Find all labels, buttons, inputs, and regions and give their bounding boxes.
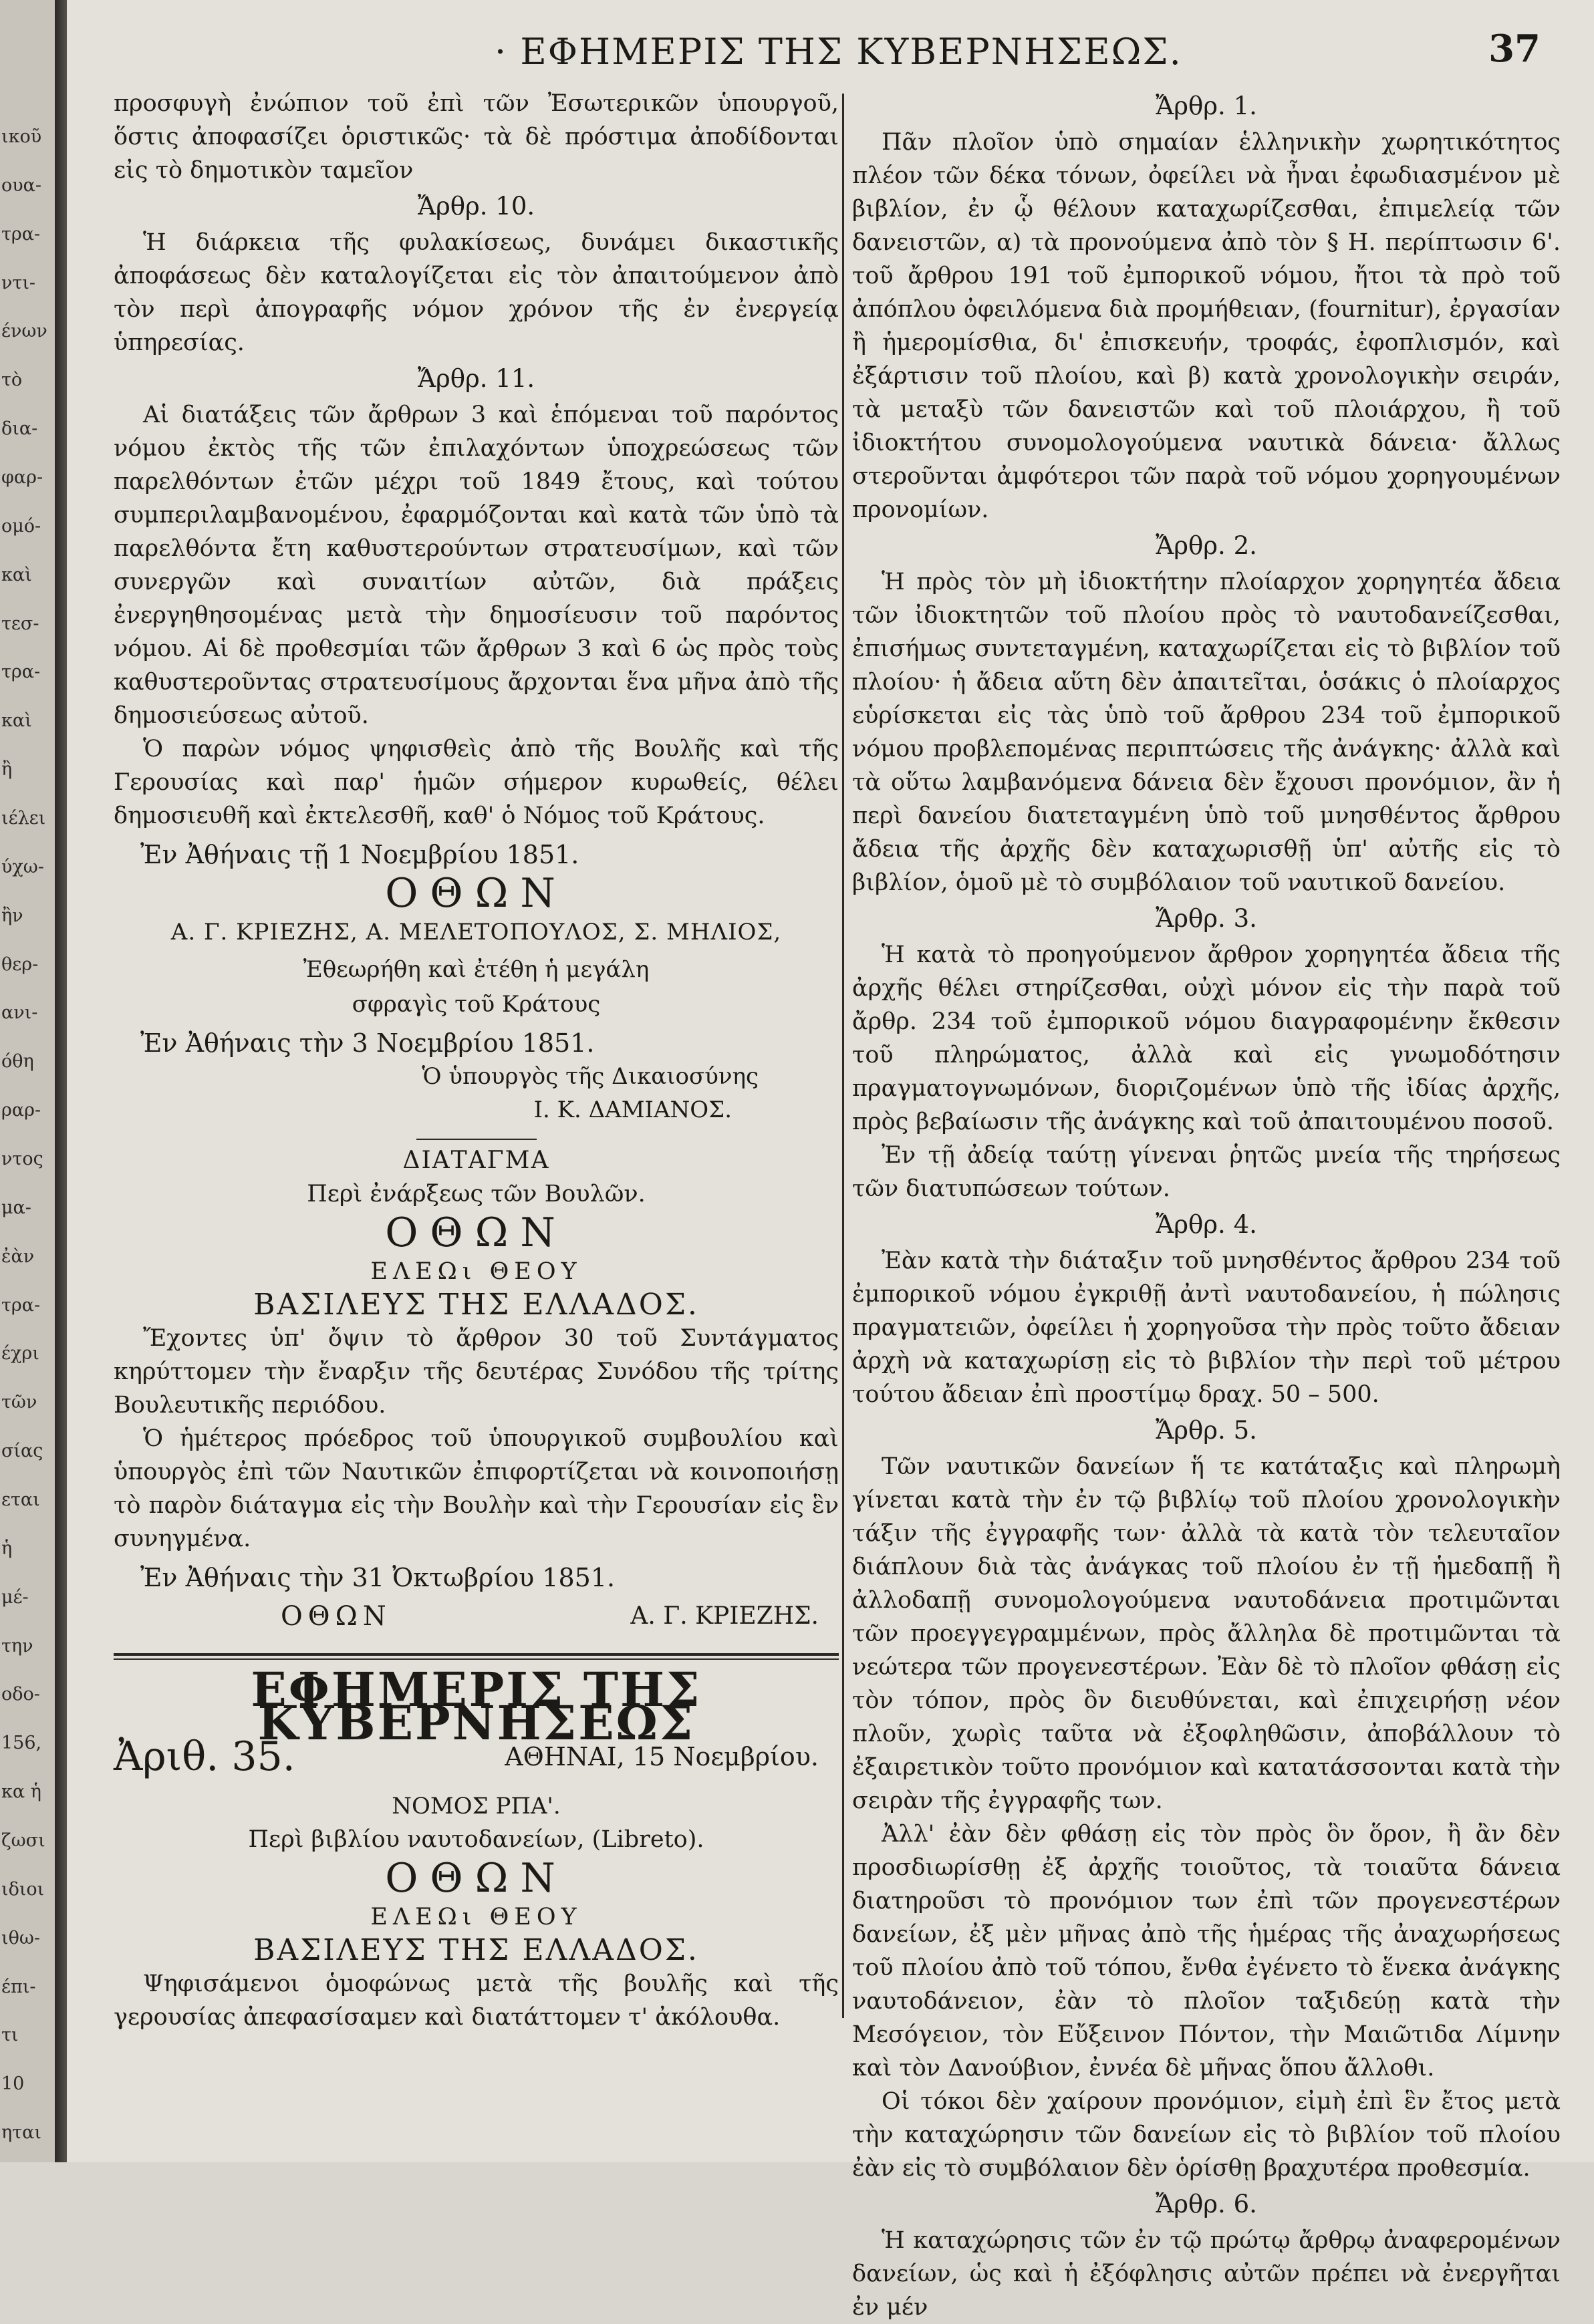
justice-minister-name: Ι. Κ. ΔΑΜΙΑΝΟΣ. — [533, 1097, 732, 1123]
article-3-text-2: Ἐν τῇ ἀδείᾳ ταύτῃ γίνεναι ῥητῶς μνεία τῆς τηρήσεως τῶν διατυπώσεων τούτων. — [852, 1142, 1561, 1202]
gutter-fragment: μέ- — [1, 1586, 29, 1608]
gutter-fragment: ύχω- — [1, 856, 44, 877]
date-line-1: Ἐν Ἀθήναις τῇ 1 Νοεμβρίου 1851. — [140, 840, 579, 869]
book-binding-shadow — [55, 0, 67, 2162]
decree-signatures — [114, 1600, 839, 1633]
article-2-text: Ἡ πρὸς τὸν μὴ ἰδιοκτήτην πλοίαρχον χορηγητέα ἄδεια τῶν ἰδιοκτητῶν τοῦ πλοίου πρὸς τὸ ναυτοδανείζεσθαι, ἐπισήμως συντεταγμένη, καταχωρίζεται εἰς τὸ βιβλίον τοῦ πλοίου· ἡ ἄδεια αὕτη δὲν ἀπαιτεῖται, ὁσάκις ὁ πλοίαρχος εὑρίσκεται εἰς τὰς ὑπὸ τοῦ ἄρθρου 234 τοῦ ἐμπορικοῦ νόμου προβλεπομένας περιπτώσεις τῆς ἀνάγκης· ἀλλὰ καὶ τὰ οὕτω λαμβανόμενα δάνεια δὲν ἔχουσι προνόμιον, ἂν ἡ περὶ δανείου διατεταγμένη ὑπὸ τοῦ μνησθέντος ἄρθρου ἄδεια τῆς ἀρχῆς δὲν καταχωρισθῇ ὑπ' αὐτῆς εἰς τὸ βιβλίον, ὁμοῦ μὲ τὸ συμβόλαιον τοῦ ναυτικοῦ δανείου. — [852, 569, 1561, 896]
justice-minister-role: Ὁ ὑπουργὸς τῆς Δικαιοσύνης — [422, 1063, 759, 1090]
enactment-paragraph: Ψηφισάμενοι ὁμοφώνως μετὰ τῆς βουλῆς καὶ τῆς γερουσίας ἀπεφασίσαμεν καὶ διατάττομεν τ' ἀκόλουθα. — [114, 1971, 839, 2031]
ministers-signatures: Α. Γ. ΚΡΙΕΖΗΣ, Α. ΜΕΛΕΤΟΠΟΥΛΟΣ, Σ. ΜΗΛΙΟΣ, — [170, 919, 782, 946]
king-name-2: ΟΘΩΝ — [385, 1209, 567, 1256]
article-5-heading: Ἄρθρ. 5. — [1156, 1416, 1257, 1445]
article-5-text-2: Ἀλλ' ἐὰν δὲν φθάσῃ εἰς τὸν πρὸς ὃν ὅρον, ἢ ἂν δὲν προσδιωρίσθῃ ἐξ ἀρχῆς τοιοῦτος, τὰ τοιαῦτα δάνεια διατηροῦσι τὸ προνόμιον των ἐπὶ τῶν προγενεστέρων δανείων, ἐξ μὲν μῆνας ἀπὸ τῆς ἡμέρας τῆς ἀναχωρήσεως τοῦ πλοίου ἀπὸ τοῦ τόπου, ἔνθα ἐγένετο τὸ ἕνεκα ἀνάγκης ναυτοδάνειον, ἐὰν τὸ πλοῖον ταξιδεύῃ κατὰ τὴν Μεσόγειον, τὸν Εὔξεινον Πόντον, τὴν Μαιῶτιδα Λίμνην καὶ τὸν Δανούβιον, ἐννέα δὲ μῆνας ὅπου ἄλλοθι. — [852, 1821, 1561, 2081]
article-10-heading: Ἄρθρ. 10. — [417, 192, 535, 221]
intro-paragraph: προσφυγὴ ἐνώπιον τοῦ ἐπὶ τῶν Ἐσωτερικῶν ὑπουργοῦ, ὅστις ἀποφασίζει ὁριστικῶς· τὰ δὲ πρόστιμα ἀποδίδονται εἰς τὸ δημοτικὸν ταμεῖον — [114, 90, 839, 184]
by-grace-of-god-2: ΕΛΕΩι ΘΕΟΥ — [370, 1904, 582, 1930]
issue-date: ΑΘΗΝΑΙ, 15 Νοεμβρίου. — [505, 1742, 819, 1771]
gutter-fragment: οδο- — [1, 1684, 40, 1705]
gutter-fragment: ἐὰν — [1, 1246, 35, 1267]
minister-signature: Α. Γ. ΚΡΙΕΖΗΣ. — [630, 1602, 819, 1630]
running-title: · ΕΦΗΜΕΡΙΣ ΤΗΣ ΚΥΒΕΡΝΗΣΕΩΣ. — [495, 31, 1182, 73]
king-of-greece: ΒΑΣΙΛΕΥΣ ΤΗΣ ΕΛΛΑΔΟΣ. — [253, 1288, 699, 1322]
date-line-2: Ἐν Ἀθήναις τὴν 3 Νοεμβρίου 1851. — [140, 1028, 595, 1058]
article-3-text: Ἡ κατὰ τὸ προηγούμενον ἄρθρον χορηγητέα ἄδεια τῆς ἀρχῆς θέλει στηρίζεσθαι, οὐχὶ μόνον εἰς τὴν παρὰ τοῦ ἄρθρ. 234 τοῦ ἐμπορικοῦ νόμου διαγραφομένην ἔκθεσιν τοῦ πληρώματος, ἀλλὰ καὶ εἰς γνωμοδότησιν πραγματογνωμόνων, διοριζομένων ὑπὸ τῆς ἰδίας ἀρχῆς, πρὸς βεβαίωσιν τῆς ἀνάγκης καὶ τοῦ ἀπαιτουμένου ποσοῦ. — [852, 941, 1561, 1135]
law-number: ΝΟΜΟΣ ΡΠΑ'. — [392, 1793, 561, 1820]
masthead-rule-top — [114, 1653, 839, 1656]
gutter-fragment: ηται — [1, 2122, 41, 2144]
article-3-heading: Ἄρθρ. 3. — [1156, 904, 1257, 933]
issue-number: Ἀριθ. 35. — [114, 1733, 295, 1780]
gutter-fragment: μα- — [1, 1197, 31, 1218]
article-11-heading: Ἄρθρ. 11. — [417, 364, 535, 393]
adjacent-page-gutter — [0, 0, 55, 2162]
gutter-fragment: ραρ- — [1, 1100, 41, 1121]
article-6-heading: Ἄρθρ. 6. — [1156, 2190, 1257, 2218]
gutter-fragment: ουα- — [1, 174, 42, 196]
king-of-greece-2: ΒΑΣΙΛΕΥΣ ΤΗΣ ΕΛΛΑΔΟΣ. — [253, 1933, 699, 1967]
gutter-fragment: ομό- — [1, 515, 41, 537]
gutter-fragment: 10 — [1, 2073, 25, 2095]
gutter-fragment: καὶ — [1, 564, 32, 585]
king-signature-1: ΟΘΩΝ — [385, 870, 567, 917]
decree-paragraph-2: Ὁ ἡμέτερος πρόεδρος τοῦ ὑπουργικοῦ συμβουλίου καὶ ὑπουργὸς ἐπὶ τῶν Ναυτικῶν ἐπιφορτίζεται νὰ κοινοποιήσῃ τὸ παρὸν διάταγμα εἰς τὴν Βουλὴν καὶ τὴν Γερουσίαν εἰς ἓν συνηγμένα. — [114, 1425, 839, 1552]
article-10-text: Ἡ διάρκεια τῆς φυλακίσεως, δυνάμει δικαστικῆς ἀποφάσεως δὲν καταλογίζεται εἰς τὸν ἀπαιτούμενον ἀπὸ τὸν περὶ ἀπογραφῆς νόμον χρόνον τῆς ἐν ἐνεργείᾳ ὑπηρεσίας. — [114, 229, 839, 356]
gutter-fragment: έχρι — [1, 1343, 39, 1364]
gutter-fragment: ιδιοι — [1, 1878, 45, 1900]
gutter-fragment: τρα- — [1, 1294, 41, 1316]
gutter-fragment: τρα- — [1, 223, 41, 245]
section-separator — [416, 1139, 537, 1140]
left-column — [114, 87, 839, 2034]
gutter-fragment: ανι- — [1, 1002, 38, 1024]
newspaper-page — [67, 0, 1594, 2321]
gutter-fragment: όθη — [1, 1051, 34, 1072]
decree-subtitle: Περὶ ἐνάρξεως τῶν Βουλῶν. — [307, 1181, 646, 1207]
gutter-fragment: τι — [1, 2025, 19, 2046]
masthead-rule-thin — [114, 1658, 839, 1660]
gutter-fragment: δια- — [1, 418, 38, 440]
article-4-text: Ἐὰν κατὰ τὴν διάταξιν τοῦ μνησθέντος ἄρθρου 234 τοῦ ἐμπορικοῦ νόμου ἐγκριθῇ ἀντὶ ναυτοδανείου, ἡ πώλησις πραγματειῶν, ὀφείλει ἡ χορηγοῦσα τὴν πρὸς τοῦτο ἄδειαν ἀρχὴ νὰ καταχωρίσῃ εἰς τὸ βιβλίον τὴν περὶ τοῦ μέτρου τούτου ἄδειαν ἐπὶ προστίμῳ δραχ. 50 – 500. — [852, 1248, 1561, 1408]
article-1-heading: Ἄρθρ. 1. — [1156, 92, 1257, 120]
gutter-fragment: εται — [1, 1489, 40, 1510]
gutter-fragment: ἢν — [1, 905, 23, 926]
page-header — [67, 27, 1594, 78]
article-4-heading: Ἄρθρ. 4. — [1156, 1210, 1257, 1239]
column-divider — [842, 94, 844, 2018]
gutter-fragment: τρα- — [1, 662, 41, 683]
gutter-fragment: θερ- — [1, 954, 39, 975]
gutter-fragment: ντος — [1, 1149, 43, 1169]
date-line-3: Ἐν Ἀθήναις τὴν 31 Ὀκτωβρίου 1851. — [140, 1563, 616, 1592]
decree-paragraph-1: Ἔχοντες ὑπ' ὄψιν τὸ ἄρθρον 30 τοῦ Συντάγματος κηρύττομεν τὴν ἔναρξιν τῆς δευτέρας Συνόδου τῆς τρίτης Βουλευτικῆς περιόδου. — [114, 1325, 839, 1419]
gutter-fragment: ντι- — [1, 272, 36, 293]
gutter-fragment: ἢ — [1, 759, 13, 780]
right-column — [852, 87, 1561, 2324]
gutter-fragment: ιθω- — [1, 1927, 40, 1948]
newspaper-masthead: ΕΦΗΜΕΡΙΣ ΤΗΣ ΚΥΒΕΡΝΗΣΕΩΣ — [251, 1662, 702, 1751]
page-number: 37 — [1488, 27, 1541, 71]
article-11-text: Αἱ διατάξεις τῶν ἄρθρων 3 καὶ ἑπόμεναι τοῦ παρόντος νόμου ἐκτὸς τῆς τῶν ἐπιλαχόντων ὑποχρεώσεως τῶν παρελθόντων ἐτῶν μέχρι τοῦ 1849 ἔτους, καὶ τούτου συμπεριλαμβανομένου, ἐφαρμόζονται καὶ κατὰ τῶν ὑπὸ τὰ παρελθόντα ἔτη καθυστερούντων στρατευσίμων, καὶ τῶν συνεργῶν καὶ συναιτίων αὐτῶν, διὰ πράξεις ἐνεργηθησομένας μετὰ τὴν δημοσίευσιν τοῦ παρόντος νόμου. Αἱ δὲ προθεσμίαι τῶν ἄρθρων 3 καὶ 6 ὡς πρὸς τοὺς καθυστεροῦντας στρατευσίμους ἄρχονται ἕνα μῆνα ἀπὸ τῆς δημοσιεύσεως αὐτοῦ. — [114, 402, 839, 729]
gutter-fragment: καὶ — [1, 710, 32, 732]
gutter-fragment: τεσ- — [1, 613, 39, 634]
law-subtitle: Περὶ βιβλίου ναυτοδανείων, (Libreto). — [248, 1826, 704, 1853]
gutter-fragment: ζωσι — [1, 1830, 45, 1851]
gutter-fragment: κα ἡ — [1, 1781, 41, 1803]
article-6-text: Ἡ καταχώρησις τῶν ἐν τῷ πρώτῳ ἄρθρῳ ἀναφερομένων δανείων, ὡς καὶ ἡ ἐξόφλησις αὐτῶν πρέπει νὰ ἐνεργῆται ἐν μέν — [852, 2227, 1561, 2321]
gutter-fragment: φαρ- — [1, 467, 43, 488]
article-5-text: Τῶν ναυτικῶν δανείων ἥ τε κατάταξις καὶ πληρωμὴ γίνεται κατὰ τὴν ἐν τῷ βιβλίῳ τοῦ πλοίου χρονολογικὴν τάξιν τῆς ἐγγραφῆς των· ἀλλὰ τὰ κατὰ τὸν τελευταῖον διάπλουν διὰ τὰς ἀνάγκας τοῦ πλοίου ἐν τῇ ἡμεδαπῇ ἢ ἀλλοδαπῇ συνομολογούμενα ναυτοδάνεια προτιμῶνται τῶν προεγγεγραμμένων, πρὸς ἄλληλα δὲ προτιμῶνται τὰ νεώτερα τῶν προγενεστέρων. Ἐὰν δὲ τὸ πλοῖον φθάσῃ εἰς τὸν τόπον, πρὸς ὃν διευθύνεται, καὶ ἐπιχειρήσῃ νέον πλοῦν, χωρὶς ταῦτα νὰ ἐξοφληθῶσιν, ἀποβάλλουν τὸ ἐξαιρετικὸν τοῦτο προνόμιον καὶ κατατάσσονται κατὰ τὴν σειρὰν τῆς ἐγγραφῆς των. — [852, 1453, 1561, 1814]
article-1-text: Πᾶν πλοῖον ὑπὸ σημαίαν ἑλληνικὴν χωρητικότητος πλέον τῶν δέκα τόνων, ὀφείλει νὰ ἦναι ἐφωδιασμένον μὲ βιβλίον, ἐν ᾧ θέλουν καταχωρίζεσθαι, ἐπιμελείᾳ τῶν δανειστῶν, α) τὰ προνούμενα ἀπὸ τὸν § Η. περίπτωσιν 6'. τοῦ ἄρθρου 191 τοῦ ἐμπορικοῦ νόμου, ἤτοι τὰ πρὸ τοῦ ἀπόπλου ὀφειλόμενα διὰ προμήθειαν, (fournitur), ἐργασίαν ἢ ἡμερομίσθια, δι' ἐπισκευήν, τροφάς, ἐφοπλισμόν, καὶ ἐξάρτισιν τοῦ πλοίου, καὶ β) κατὰ χρονολογικὴν σειράν, τὰ μεταξὺ τῶν δανειστῶν καὶ τοῦ πλοιάρχου, ἢ τοῦ ἰδιοκτήτου συνομολογούμενα ναυτικὰ δάνεια· ἄλλως στεροῦνται ἀμφότεροι τῶν παρὰ τοῦ νόμου χορηγουμένων προνομίων. — [852, 129, 1561, 523]
gutter-fragment: ἡ — [1, 1538, 13, 1559]
decree-title: ΔΙΑΤΑΓΜΑ — [402, 1147, 550, 1174]
article-2-heading: Ἄρθρ. 2. — [1156, 531, 1257, 560]
gutter-fragment: ιέλει — [1, 808, 46, 829]
gutter-fragment: ικοῦ — [1, 126, 42, 147]
gutter-fragment: σίας — [1, 1441, 43, 1462]
gutter-fragment: τὸ — [1, 370, 23, 391]
king-signature-3: ΟΘΩΝ — [281, 1601, 392, 1632]
seal-line-2: σφραγὶς τοῦ Κράτους — [352, 991, 601, 1018]
gutter-fragment: ένων — [1, 321, 47, 342]
gutter-fragment: έπι- — [1, 1976, 36, 1997]
article-5-text-3: Οἱ τόκοι δὲν χαίρουν προνόμιον, εἰμὴ ἐπὶ ἓν ἔτος μετὰ τὴν καταχώρησιν τῶν δανείων εἰς τὸ βιβλίον τοῦ πλοίου ἐὰν εἰς τὸ συμβόλαιον δὲν ὁρίσθῃ βραχυτέρα προθεσμία. — [852, 2088, 1561, 2182]
closing-paragraph: Ὁ παρὼν νόμος ψηφισθεὶς ἀπὸ τῆς Βουλῆς καὶ τῆς Γερουσίας καὶ παρ' ἡμῶν σήμερον κυρωθείς, θέλει δημοσιευθῆ καὶ ἐκτελεσθῆ, καθ' ὁ Νόμος τοῦ Κράτους. — [114, 736, 839, 829]
gutter-fragment: τῶν — [1, 1392, 37, 1413]
king-name-4: ΟΘΩΝ — [385, 1855, 567, 1902]
gutter-fragment: την — [1, 1635, 33, 1656]
by-grace-of-god: ΕΛΕΩι ΘΕΟΥ — [370, 1258, 582, 1285]
seal-line-1: Ἐθεωρήθη καὶ ἐτέθη ἡ μεγάλη — [303, 956, 650, 983]
gutter-fragment: 156, — [1, 1733, 42, 1754]
